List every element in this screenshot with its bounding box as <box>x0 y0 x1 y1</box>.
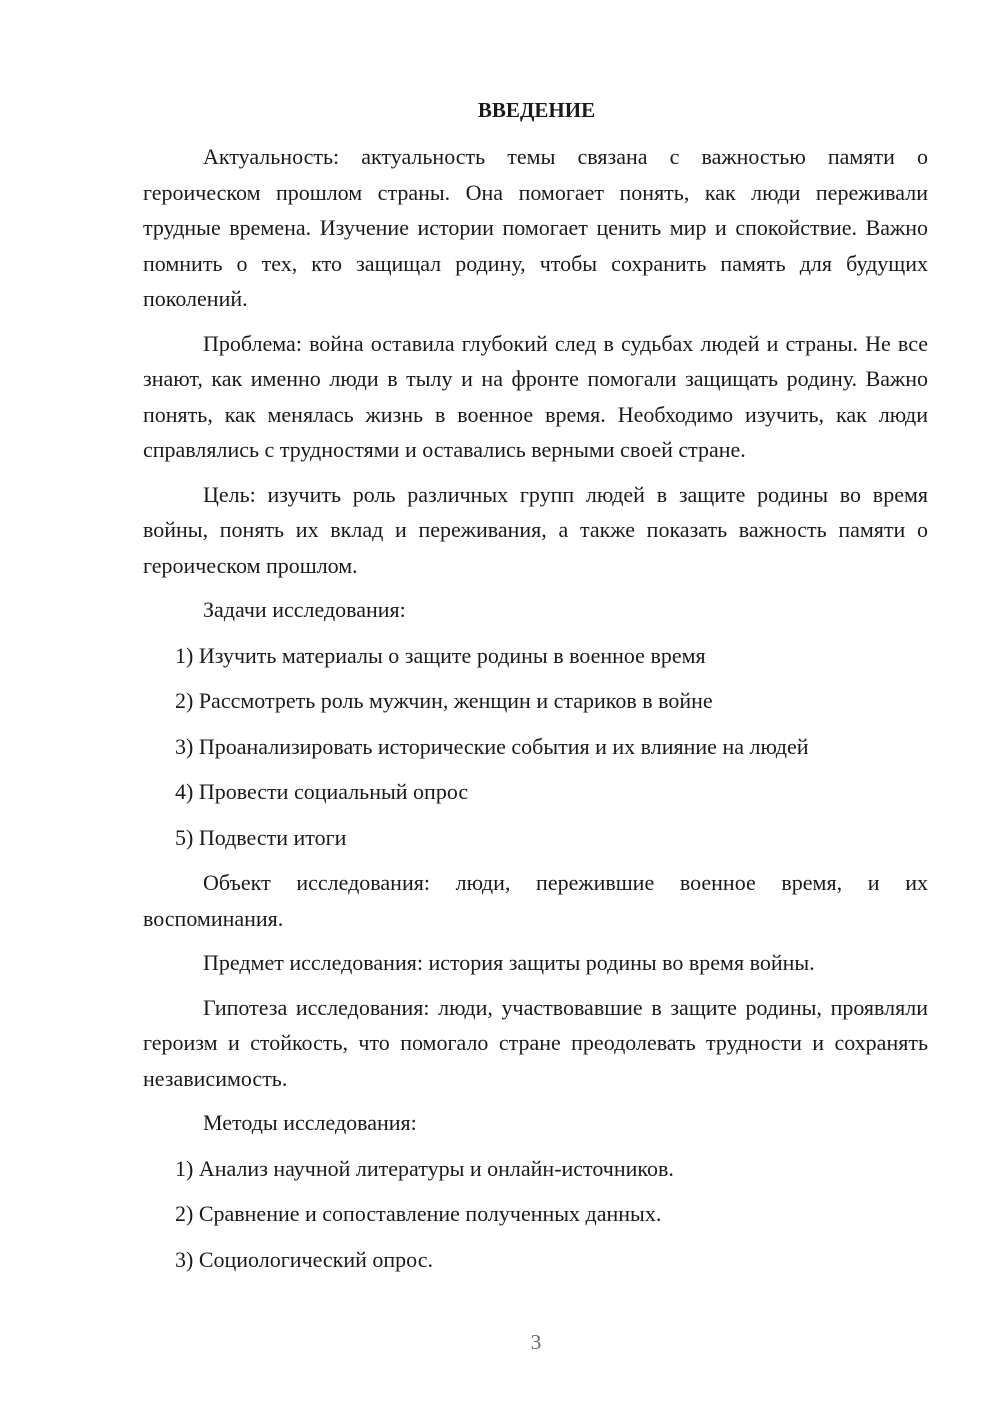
list-item: 2) Сравнение и сопоставление полученных данных. <box>175 1201 662 1226</box>
subject-paragraph: Предмет исследования: история защиты родины во время войны. <box>203 950 815 975</box>
goal-paragraph: Цель: изучить роль различных групп людей в защите родины во время войны, понять их вклад и переживания, а также показать важность памяти о героическом прошлом. <box>143 481 928 578</box>
document-page <box>143 93 928 1287</box>
problem-paragraph: Проблема: война оставила глубокий след в судьбах людей и страны. Не все знают, как именно люди в тылу и на фронте помогали защищать родину. Важно понять, как менялась жизнь в военное время. Необходимо изучить, как люди справлялись с трудностями и оставались верными своей стране. <box>143 330 928 462</box>
list-item: 3) Проанализировать исторические события и их влияние на людей <box>175 733 809 759</box>
list-item: 2) Рассмотреть роль мужчин, женщин и стариков в войне <box>175 688 713 713</box>
methods-list <box>143 1151 928 1278</box>
tasks-list <box>143 638 928 856</box>
tasks-heading: Задачи исследования: <box>203 597 406 622</box>
list-item: 4) Провести социальный опрос <box>175 779 469 804</box>
object-paragraph: Объект исследования: люди, пережившие военное время, и их воспоминания. <box>143 870 928 931</box>
page-number: 3 <box>530 1330 542 1354</box>
list-item: 5) Подвести итоги <box>175 824 347 850</box>
list-item: 1) Изучить материалы о защите родины в военное время <box>175 642 706 668</box>
methods-heading: Методы исследования: <box>203 1110 417 1135</box>
list-item: 1) Анализ научной литературы и онлайн-источников. <box>175 1155 674 1181</box>
document-title: ВВЕДЕНИЕ <box>477 98 596 122</box>
list-item: 3) Социологический опрос. <box>175 1246 433 1272</box>
hypothesis-paragraph: Гипотеза исследования: люди, участвовавшие в защите родины, проявляли героизм и стойкость, что помогало стране преодолевать трудности и сохранять независимость. <box>143 994 928 1091</box>
relevance-paragraph: Актуальность: актуальность темы связана с важностью памяти о героическом прошлом страны. Она помогает понять, как люди переживали трудные времена. Изучение истории помогает ценить мир и спокойствие. Важно помнить о тех, кто защищал родину, чтобы сохранить память для будущих поколений. <box>143 144 928 311</box>
